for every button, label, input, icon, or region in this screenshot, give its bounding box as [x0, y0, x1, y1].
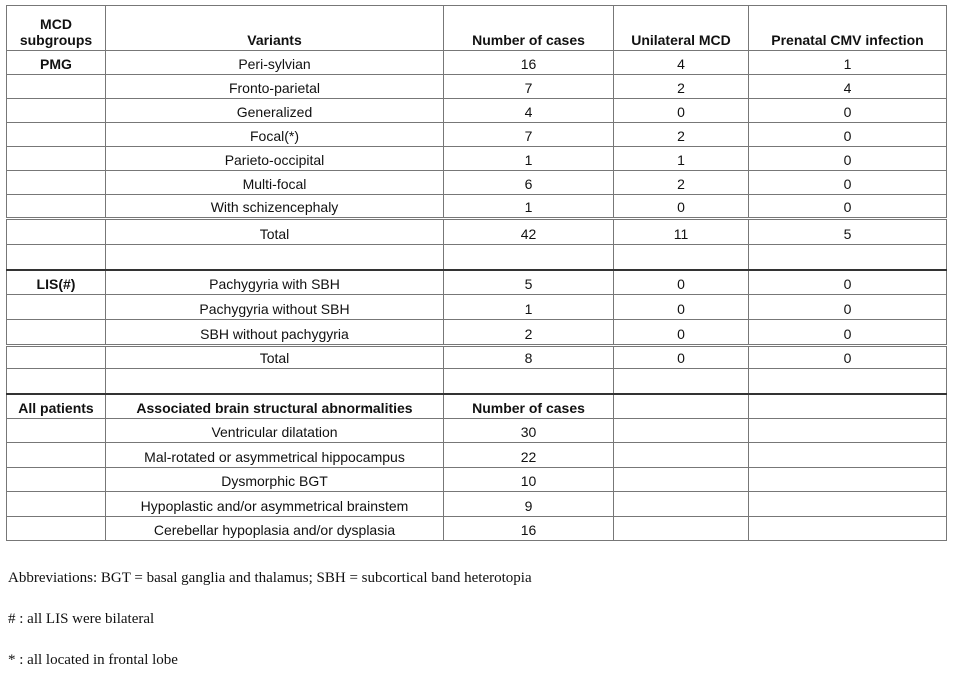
cell-col-1: Pachygyria with SBH	[106, 270, 444, 295]
cell-col-3: 2	[614, 123, 749, 147]
cell-col-4: Prenatal CMV infection	[749, 6, 947, 51]
cell-col-0	[7, 320, 106, 346]
cell-col-2: 7	[444, 75, 614, 99]
focal-footnote: * : all located in frontal lobe	[8, 652, 178, 668]
cell-col-2: 1	[444, 147, 614, 171]
cell-col-0: LIS(#)	[7, 270, 106, 295]
all-patients-header-row	[7, 394, 947, 419]
cell-col-2: 1	[444, 295, 614, 320]
cell-col-1: Total	[106, 346, 444, 369]
cell-col-3: 0	[614, 195, 749, 219]
cell-col-1: Focal(*)	[106, 123, 444, 147]
cell-col-2: 5	[444, 270, 614, 295]
cell-col-4: 0	[749, 270, 947, 295]
cell-col-2: 2	[444, 320, 614, 346]
cell-col-2: 16	[444, 51, 614, 75]
cell-col-1: Hypoplastic and/or asymmetrical brainstem	[106, 492, 444, 516]
cell-col-1: Mal-rotated or asymmetrical hippocampus	[106, 443, 444, 467]
cell-col-1: Variants	[106, 6, 444, 51]
cell-col-4	[749, 492, 947, 516]
cell-col-0	[7, 171, 106, 195]
cell-col-0	[7, 195, 106, 219]
cell-col-3	[614, 245, 749, 270]
lis-footnote: # : all LIS were bilateral	[8, 611, 155, 627]
cell-col-2: 6	[444, 171, 614, 195]
cell-col-2: Number of cases	[444, 394, 614, 419]
cell-col-2	[444, 245, 614, 270]
cell-col-0	[7, 443, 106, 467]
cell-col-0	[7, 245, 106, 270]
cell-col-3: 0	[614, 346, 749, 369]
cell-col-3	[614, 516, 749, 540]
cell-col-4	[749, 419, 947, 443]
cell-col-4	[749, 394, 947, 419]
cell-col-1: Parieto-occipital	[106, 147, 444, 171]
cell-col-0	[7, 75, 106, 99]
cell-col-2: 1	[444, 195, 614, 219]
pmg-row	[7, 75, 947, 99]
cell-col-2: 10	[444, 467, 614, 491]
cell-col-0	[7, 419, 106, 443]
pmg-row	[7, 147, 947, 171]
cell-col-4	[749, 516, 947, 540]
abnormality-row	[7, 467, 947, 491]
cell-col-0	[7, 147, 106, 171]
cell-col-3: 0	[614, 320, 749, 346]
abnormality-row	[7, 443, 947, 467]
lis-row	[7, 270, 947, 295]
cell-col-3	[614, 492, 749, 516]
cell-col-2: 8	[444, 346, 614, 369]
cell-col-4: 5	[749, 219, 947, 245]
cell-col-3	[614, 394, 749, 419]
cell-col-3	[614, 467, 749, 491]
cell-col-1: Total	[106, 219, 444, 245]
cell-col-1: SBH without pachygyria	[106, 320, 444, 346]
cell-col-4: 0	[749, 295, 947, 320]
cell-col-0	[7, 295, 106, 320]
empty-row	[7, 369, 947, 394]
cell-col-1: Ventricular dilatation	[106, 419, 444, 443]
cell-col-1: Pachygyria without SBH	[106, 295, 444, 320]
cell-col-2	[444, 369, 614, 394]
cell-col-0	[7, 492, 106, 516]
cell-col-1	[106, 245, 444, 270]
cell-col-4: 0	[749, 147, 947, 171]
pmg-row	[7, 51, 947, 75]
cell-col-4	[749, 245, 947, 270]
pmg-row	[7, 171, 947, 195]
cell-col-2: 16	[444, 516, 614, 540]
cell-col-3: 0	[614, 99, 749, 123]
abnormality-row	[7, 419, 947, 443]
abbreviations-note: Abbreviations: BGT = basal ganglia and thalamus; SBH = subcortical band heterotopia	[8, 570, 532, 586]
pmg-row	[7, 123, 947, 147]
cell-col-1: Generalized	[106, 99, 444, 123]
cell-col-1: Peri-sylvian	[106, 51, 444, 75]
cell-col-4: 0	[749, 346, 947, 369]
cell-col-3	[614, 419, 749, 443]
cell-col-4	[749, 369, 947, 394]
cell-col-1: Cerebellar hypoplasia and/or dysplasia	[106, 516, 444, 540]
lis-row	[7, 320, 947, 346]
cell-col-0: All patients	[7, 394, 106, 419]
cell-col-2: 9	[444, 492, 614, 516]
cell-col-4: 0	[749, 123, 947, 147]
header-row	[7, 6, 947, 51]
cell-col-4: 0	[749, 320, 947, 346]
pmg-row	[7, 99, 947, 123]
cell-col-4	[749, 443, 947, 467]
cell-col-1: Dysmorphic BGT	[106, 467, 444, 491]
lis-total-row	[7, 346, 947, 369]
cell-col-1: Associated brain structural abnormalities	[106, 394, 444, 419]
cell-col-2: 4	[444, 99, 614, 123]
cell-col-0: MCD subgroups	[7, 6, 106, 51]
cell-col-4: 0	[749, 195, 947, 219]
cell-col-1	[106, 369, 444, 394]
cell-col-4: 0	[749, 171, 947, 195]
cell-col-4	[749, 467, 947, 491]
cell-col-3	[614, 443, 749, 467]
cell-col-3: 0	[614, 295, 749, 320]
cell-col-0	[7, 99, 106, 123]
cell-col-2: 7	[444, 123, 614, 147]
cell-col-1: Fronto-parietal	[106, 75, 444, 99]
cell-col-0: PMG	[7, 51, 106, 75]
lis-row	[7, 295, 947, 320]
mcd-table	[6, 5, 947, 541]
cell-col-3: 0	[614, 270, 749, 295]
cell-col-2: 30	[444, 419, 614, 443]
cell-col-4: 1	[749, 51, 947, 75]
cell-col-2: 42	[444, 219, 614, 245]
cell-col-0	[7, 219, 106, 245]
empty-row	[7, 245, 947, 270]
cell-col-0	[7, 369, 106, 394]
cell-col-3: Unilateral MCD	[614, 6, 749, 51]
abnormality-row	[7, 516, 947, 540]
cell-col-0	[7, 123, 106, 147]
cell-col-3: 2	[614, 75, 749, 99]
cell-col-2: 22	[444, 443, 614, 467]
cell-col-3: 2	[614, 171, 749, 195]
cell-col-1: With schizencephaly	[106, 195, 444, 219]
cell-col-4: 0	[749, 99, 947, 123]
cell-col-0	[7, 346, 106, 369]
pmg-total-row	[7, 219, 947, 245]
cell-col-2: Number of cases	[444, 6, 614, 51]
cell-col-4: 4	[749, 75, 947, 99]
cell-col-0	[7, 467, 106, 491]
pmg-row	[7, 195, 947, 219]
cell-col-3: 11	[614, 219, 749, 245]
cell-col-3	[614, 369, 749, 394]
abnormality-row	[7, 492, 947, 516]
cell-col-3: 1	[614, 147, 749, 171]
cell-col-3: 4	[614, 51, 749, 75]
cell-col-1: Multi-focal	[106, 171, 444, 195]
cell-col-0	[7, 516, 106, 540]
